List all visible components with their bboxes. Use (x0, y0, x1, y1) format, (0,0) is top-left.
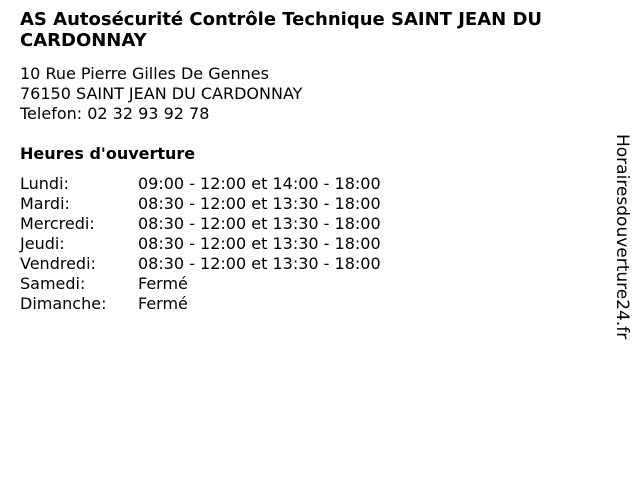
city-address: 76150 SAINT JEAN DU CARDONNAY (20, 84, 303, 103)
business-name: AS Autosécurité Contrôle Technique SAINT JEAN DU CARDONNAY (20, 9, 543, 51)
day-label: Vendredi: (20, 254, 96, 273)
time-value: Fermé (138, 294, 188, 313)
day-label: Samedi: (20, 274, 86, 293)
day-label: Lundi: (20, 174, 69, 193)
day-label: Dimanche: (20, 294, 107, 313)
hours-row-saturday (20, 274, 381, 294)
phone-number: Telefon: 02 32 93 92 78 (20, 104, 210, 123)
hours-row-wednesday (20, 214, 381, 234)
time-value: Fermé (138, 274, 188, 293)
street-address: 10 Rue Pierre Gilles De Gennes (20, 64, 269, 83)
time-value: 08:30 - 12:00 et 13:30 - 18:00 (138, 214, 381, 233)
hours-row-tuesday (20, 194, 381, 214)
hours-row-friday (20, 254, 381, 274)
time-value: 08:30 - 12:00 et 13:30 - 18:00 (138, 234, 381, 253)
day-label: Mardi: (20, 194, 70, 213)
time-value: 09:00 - 12:00 et 14:00 - 18:00 (138, 174, 381, 193)
hours-row-sunday (20, 294, 381, 314)
hours-row-monday (20, 174, 381, 194)
address-block (20, 64, 302, 124)
time-value: 08:30 - 12:00 et 13:30 - 18:00 (138, 254, 381, 273)
day-label: Mercredi: (20, 214, 95, 233)
hours-heading: Heures d'ouverture (20, 144, 196, 163)
day-label: Jeudi: (20, 234, 65, 253)
hours-row-thursday (20, 234, 381, 254)
site-watermark: Horairesdouverture24.fr (612, 134, 632, 340)
opening-hours-table (20, 174, 381, 314)
time-value: 08:30 - 12:00 et 13:30 - 18:00 (138, 194, 381, 213)
